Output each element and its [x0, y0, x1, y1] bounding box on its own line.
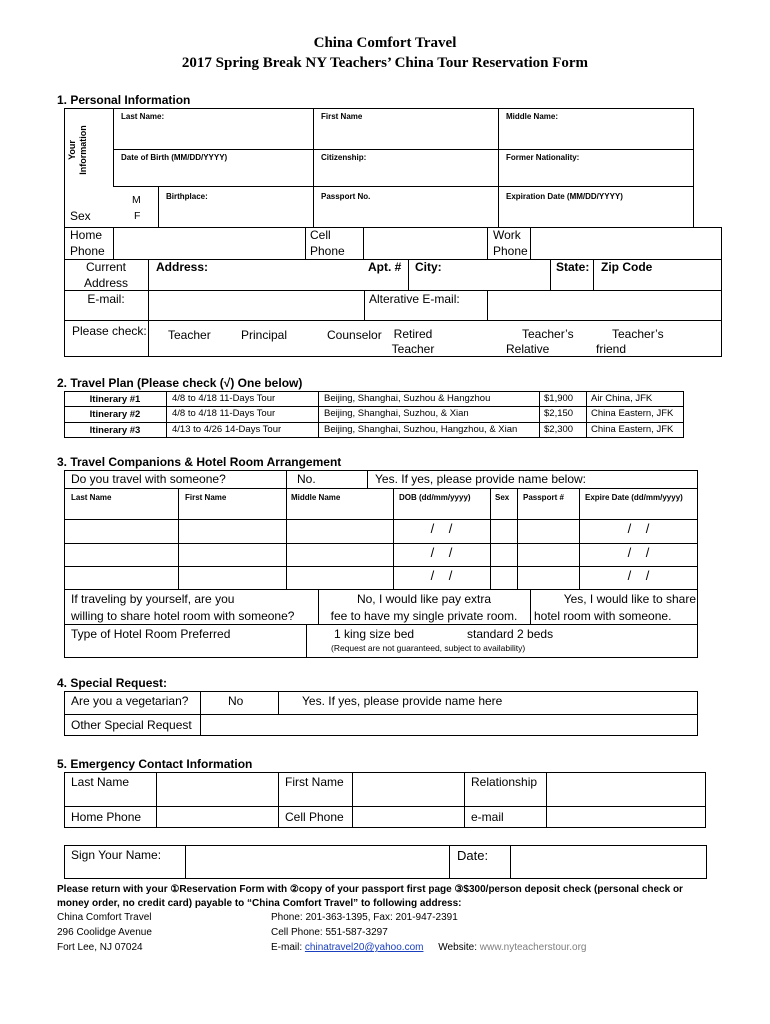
col-divider — [113, 227, 114, 259]
cell-phone-label — [310, 227, 345, 259]
expiration-label: Expiration Date (MM/DD/YYYY) — [506, 192, 623, 201]
col-passport: Passport # — [523, 493, 564, 502]
sex-m-option[interactable]: M — [132, 194, 141, 206]
first-name-label: First Name — [321, 112, 363, 121]
teacher-label: Teacher — [391, 342, 435, 356]
row-divider — [64, 320, 722, 321]
col-divider — [408, 259, 409, 290]
city-label: City: — [415, 260, 442, 274]
col-divider — [286, 470, 287, 488]
cell-phone-input[interactable] — [368, 233, 482, 253]
return-instruction-line-2: money order, no credit card) payable to “China Comfort Travel” to following address: — [57, 898, 462, 909]
phone-label: Phone — [493, 244, 528, 258]
section-personal-heading: 1. Personal Information — [57, 93, 191, 107]
emergency-email-input[interactable] — [551, 810, 701, 824]
relative-label: Relative — [506, 342, 550, 356]
role-retired-teacher[interactable] — [385, 327, 441, 357]
share-room-yes-option[interactable] — [534, 591, 696, 625]
role-teacher[interactable]: Teacher — [168, 328, 211, 342]
sex-label: Sex — [70, 209, 91, 223]
col-divider — [148, 259, 149, 320]
room-double-option[interactable]: standard 2 beds — [467, 627, 554, 641]
company-name: China Comfort Travel — [313, 35, 457, 51]
col-dob: DOB (dd/mm/yyyy) — [399, 493, 471, 502]
home-label: Home — [70, 228, 103, 242]
col-divider — [200, 691, 201, 736]
website-link[interactable]: www.nyteacherstour.org — [479, 942, 587, 953]
work-phone-label — [493, 227, 528, 259]
col-divider — [530, 227, 531, 259]
sex-f-option[interactable]: F — [134, 210, 141, 222]
itinerary-2-name[interactable]: Itinerary #2 — [89, 409, 141, 420]
address-field-label: Address: — [156, 260, 209, 274]
share-room-no-option[interactable] — [318, 591, 530, 625]
share-question-line-2: willing to share hotel room with someone? — [71, 609, 295, 623]
row-divider — [64, 519, 698, 520]
emergency-last-name-label: Last Name — [71, 775, 130, 789]
itinerary-3-cities: Beijing, Shanghai, Suzhou, Hangzhou, & Xian — [324, 424, 518, 435]
col-expire-date: Expire Date (dd/mm/yyyy) — [585, 493, 683, 502]
current-label: Current — [85, 260, 126, 274]
date-input[interactable] — [515, 850, 702, 874]
col-divider — [148, 320, 149, 357]
row-divider — [64, 290, 722, 291]
email-label: E-mail: — [87, 292, 125, 306]
emergency-cell-phone-label: Cell Phone — [285, 810, 344, 824]
dob-label: Date of Birth (MM/DD/YYYY) — [121, 153, 228, 162]
work-phone-input[interactable] — [535, 233, 717, 253]
col-divider — [550, 259, 551, 290]
row-divider — [113, 149, 694, 150]
section-emergency-heading: 5. Emergency Contact Information — [57, 757, 253, 771]
middle-name-input[interactable] — [506, 126, 688, 144]
row-divider — [64, 422, 684, 423]
col-divider — [546, 772, 547, 828]
expire-slashes: / / — [627, 568, 650, 583]
col-divider — [278, 691, 279, 714]
vegetarian-yes[interactable]: Yes. If yes, please provide name here — [302, 694, 503, 708]
role-teachers-friend[interactable] — [596, 327, 664, 357]
sign-name-label: Sign Your Name: — [71, 848, 162, 862]
col-divider — [178, 488, 179, 589]
col-divider — [490, 488, 491, 589]
itinerary-1-cities: Beijing, Shanghai, Suzhou & Hangzhou — [324, 393, 491, 404]
col-divider — [498, 108, 499, 228]
your-information-label — [67, 120, 97, 180]
itinerary-1-dates: 4/8 to 4/18 11-Days Tour — [172, 393, 276, 404]
section-travel-heading: 2. Travel Plan (Please check (√) One below) — [57, 376, 303, 390]
travel-with-no[interactable]: No. — [297, 472, 316, 486]
row-divider — [64, 806, 706, 807]
section-companions-heading: 3. Travel Companions & Hotel Room Arrangement — [57, 455, 342, 469]
col-divider — [286, 488, 287, 589]
itinerary-3-name[interactable]: Itinerary #3 — [89, 425, 141, 436]
itinerary-3-price: $2,300 — [544, 424, 574, 435]
row-divider — [64, 714, 698, 715]
phone-label: Phone — [310, 244, 345, 258]
col-last-name: Last Name — [71, 493, 112, 502]
itinerary-1-airline: Air China, JFK — [591, 393, 653, 404]
col-divider — [305, 227, 306, 259]
col-divider — [449, 845, 450, 879]
other-request-input[interactable] — [205, 718, 693, 734]
col-divider — [487, 290, 488, 320]
col-divider — [156, 772, 157, 828]
home-phone-label — [70, 227, 105, 259]
friend-label: friend — [596, 342, 627, 356]
col-divider — [464, 772, 465, 828]
col-divider — [363, 227, 364, 259]
current-address-label — [64, 259, 148, 291]
birthplace-label: Birthplace: — [166, 192, 208, 201]
share-room-question — [71, 591, 294, 625]
form-title: 2017 Spring Break NY Teachers’ China Tour Reservation Form — [181, 55, 589, 71]
col-first-name: First Name — [185, 493, 227, 502]
emergency-email-label: e-mail — [471, 810, 504, 824]
col-divider — [306, 624, 307, 658]
col-sex: Sex — [495, 493, 510, 502]
share-no-line-2: fee to have my single private room. — [330, 609, 518, 623]
col-divider — [539, 391, 540, 438]
teachers-label: Teacher’s — [522, 327, 574, 341]
travel-with-question: Do you travel with someone? — [71, 472, 226, 486]
col-divider — [510, 845, 511, 879]
middle-name-label: Middle Name: — [506, 112, 559, 121]
col-divider — [517, 488, 518, 589]
col-divider — [530, 589, 531, 624]
address-label: Address — [83, 276, 129, 290]
itinerary-2-cities: Beijing, Shanghai, Suzhou, & Xian — [324, 408, 469, 419]
email-label: E-mail: — [271, 942, 303, 953]
col-divider — [586, 391, 587, 438]
row-divider — [113, 186, 694, 187]
website-label: Website: — [438, 942, 477, 953]
share-yes-line-1: Yes, I would like to share — [563, 592, 696, 606]
share-no-line-1: No, I would like pay extra — [356, 592, 492, 606]
passport-no-label: Passport No. — [321, 192, 371, 201]
col-divider — [364, 290, 365, 320]
vegetarian-question: Are you a vegetarian? — [71, 694, 189, 708]
apt-label: Apt. # — [368, 260, 402, 274]
address-city: Fort Lee, NJ 07024 — [57, 942, 143, 953]
side-label-information: Information — [78, 125, 88, 175]
itinerary-2-airline: China Eastern, JFK — [591, 408, 674, 419]
work-label: Work — [493, 228, 521, 242]
emergency-home-phone-input[interactable] — [161, 810, 273, 824]
itinerary-2-price: $2,150 — [544, 408, 574, 419]
role-counselor[interactable]: Counselor — [327, 328, 382, 342]
col-divider — [593, 259, 594, 290]
row-divider — [64, 488, 698, 489]
please-check-label: Please check: — [72, 324, 147, 338]
emergency-last-name-input[interactable] — [161, 777, 273, 801]
contact-email-web — [271, 942, 586, 953]
col-divider — [166, 391, 167, 438]
side-label-your: Your — [67, 140, 77, 160]
date-label: Date: — [457, 848, 489, 863]
col-divider — [367, 470, 368, 488]
room-type-label: Type of Hotel Room Preferred — [71, 627, 231, 641]
dob-slashes: / / — [430, 545, 453, 560]
emergency-relationship-input[interactable] — [551, 777, 701, 801]
return-instruction-line-1: Please return with your ①Reservation Form with ②copy of your passport first page ③$300/person deposit check (personal check or — [57, 884, 683, 895]
col-divider — [158, 186, 159, 228]
row-divider — [64, 566, 698, 567]
former-nationality-label: Former Nationality: — [506, 153, 580, 162]
role-principal[interactable]: Principal — [241, 328, 288, 342]
first-name-input[interactable] — [321, 126, 493, 144]
other-request-label: Other Special Request — [71, 718, 192, 732]
email-link[interactable]: chinatravel20@yahoo.com — [304, 942, 424, 953]
itinerary-3-dates: 4/13 to 4/26 14-Days Tour — [172, 424, 282, 435]
state-label: State: — [556, 260, 590, 274]
citizenship-input[interactable] — [321, 166, 493, 182]
emergency-relationship-label: Relationship — [471, 775, 538, 789]
row-divider — [64, 589, 698, 590]
contact-phone-fax: Phone: 201-363-1395, Fax: 201-947-2391 — [271, 912, 458, 923]
last-name-input[interactable] — [121, 126, 307, 144]
emergency-first-name-label: First Name — [285, 775, 344, 789]
col-divider — [278, 772, 279, 828]
citizenship-label: Citizenship: — [321, 153, 367, 162]
share-question-line-1: If traveling by yourself, are you — [71, 592, 235, 606]
section-special-heading: 4. Special Request: — [57, 676, 168, 690]
emergency-cell-phone-input[interactable] — [357, 810, 459, 824]
room-king-option[interactable]: 1 king size bed — [334, 627, 415, 641]
dob-input[interactable] — [121, 166, 307, 182]
address-company: China Comfort Travel — [57, 912, 152, 923]
col-divider — [318, 391, 319, 438]
signature-input[interactable] — [190, 850, 444, 874]
contact-cell: Cell Phone: 551-587-3297 — [271, 927, 388, 938]
dob-slashes: / / — [430, 521, 453, 536]
col-divider — [113, 108, 114, 186]
teachers-label: Teacher’s — [612, 327, 664, 341]
itinerary-1-name[interactable]: Itinerary #1 — [89, 394, 141, 405]
phone-label: Phone — [70, 244, 105, 258]
itinerary-2-dates: 4/8 to 4/18 11-Days Tour — [172, 408, 276, 419]
alt-email-input[interactable] — [492, 296, 717, 314]
cell-label: Cell — [310, 228, 331, 242]
expire-slashes: / / — [627, 521, 650, 536]
col-middle-name: Middle Name — [291, 493, 341, 502]
col-divider — [185, 845, 186, 879]
expire-slashes: / / — [627, 545, 650, 560]
room-note: (Request are not guaranteed, subject to availability) — [331, 643, 526, 653]
address-street: 296 Coolidge Avenue — [57, 927, 152, 938]
last-name-label: Last Name: — [121, 112, 165, 121]
email-input[interactable] — [154, 296, 358, 314]
share-yes-line-2: hotel room with someone. — [534, 609, 672, 623]
itinerary-3-airline: China Eastern, JFK — [591, 424, 674, 435]
col-divider — [487, 227, 488, 259]
home-phone-input[interactable] — [118, 233, 298, 253]
row-divider — [64, 406, 684, 407]
emergency-home-phone-label: Home Phone — [71, 810, 142, 824]
alt-email-label: Alterative E-mail: — [369, 292, 460, 306]
former-nationality-input[interactable] — [506, 166, 688, 182]
itinerary-1-price: $1,900 — [544, 393, 574, 404]
emergency-first-name-input[interactable] — [357, 777, 459, 801]
vegetarian-no[interactable]: No — [228, 694, 244, 708]
dob-slashes: / / — [430, 568, 453, 583]
travel-with-yes[interactable]: Yes. If yes, please provide name below: — [375, 472, 587, 486]
role-teachers-relative[interactable] — [506, 327, 574, 357]
row-divider — [64, 543, 698, 544]
col-divider — [313, 108, 314, 228]
retired-label: Retired — [393, 327, 433, 341]
zip-code-label: Zip Code — [601, 260, 653, 274]
col-divider — [352, 772, 353, 828]
